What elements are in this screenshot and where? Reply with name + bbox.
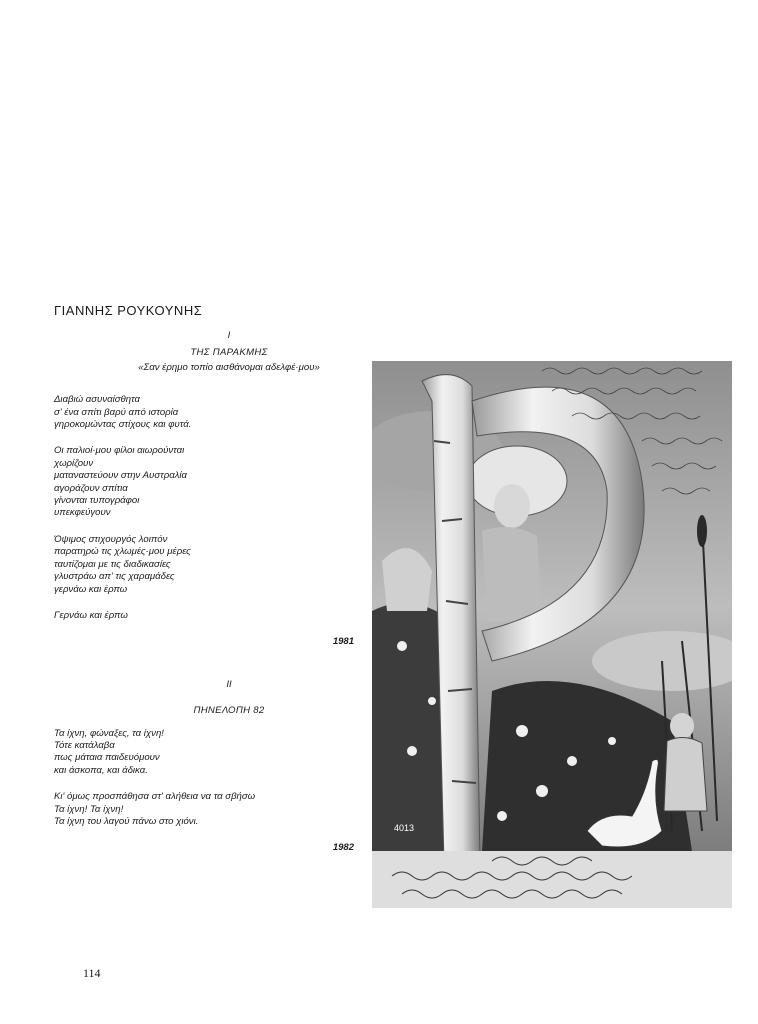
verse-line: χωρίζουν — [54, 457, 94, 469]
poem-1-stanza — [54, 394, 354, 431]
verse-line: ταυτίζομαι με τις διαδικασίες — [54, 558, 171, 570]
verse-line: Όψιμος στιχουργός λοιπόν — [54, 533, 168, 545]
verse-line: Οι παλιοί·μου φίλοι αιωρούνται — [54, 445, 185, 457]
poem-2-numeral: II — [226, 678, 232, 690]
poem-1-stanza — [54, 445, 354, 519]
verse-line: Κι' όμως προσπάθησα στ' αλήθεια να τα σβήσω — [54, 791, 256, 803]
verse-line: Διαβιώ ασυναίσθητα — [54, 394, 140, 406]
verse-line: γερνάω και έρπω — [54, 583, 128, 595]
poem-1-stanza — [54, 610, 354, 622]
verse-line: και άσκοπα, και άδικα. — [54, 764, 148, 776]
poem-1-numeral: I — [227, 330, 231, 341]
vintage-postcard-illustration — [372, 361, 732, 908]
verse-line: Τα ίχνη του λαγού πάνω στο χιόνι. — [54, 815, 199, 827]
verse-line: αγοράζουν σπίτια — [54, 482, 128, 494]
poem-1-epigraph: «Σαν έρημο τοπίο αισθάνομαι αδελφέ·μου» — [138, 361, 320, 373]
poem-2-stanza — [54, 728, 354, 778]
poem-1-stanza — [54, 534, 354, 596]
poem-2-title: ΠΗΝΕΛΟΠΗ 82 — [193, 705, 265, 717]
verse-line: παρατηρώ τις χλωμές·μου μέρες — [54, 546, 191, 558]
verse-line: Τα ίχνη, φώναξες, τα ίχνη! — [54, 727, 164, 739]
verse-line: πως μάταια παιδευόμουν — [54, 752, 160, 764]
postcard-image — [372, 361, 732, 908]
verse-line: γλυστράω απ' τις χαραμάδες — [54, 571, 175, 583]
page-number: 114 — [83, 966, 101, 980]
postcard-number: 4013 — [394, 823, 415, 833]
poem-column — [54, 330, 354, 855]
author-name: ΓΙΑΝΝΗΣ ΡΟΥΚΟΥΝΗΣ — [54, 303, 203, 318]
verse-line: υπεκφεύγουν — [54, 507, 111, 519]
poem-1-title: ΤΗΣ ΠΑΡΑΚΜΗΣ — [190, 347, 268, 359]
verse-line: γηροκομώντας στίχους και φυτά. — [54, 419, 192, 431]
verse-line: Τα ίχνη! Τα ίχνη! — [54, 803, 124, 815]
verse-line: γίνονται τυπογράφοι — [54, 495, 140, 507]
poem-2-stanza — [54, 791, 354, 828]
poem-2-year: 1982 — [332, 842, 354, 854]
verse-line: Τότε κατάλαβα — [54, 739, 115, 751]
verse-line: Γερνάω και έρπω — [54, 609, 128, 621]
verse-line: σ' ένα σπίτι βαρύ από ιστορία — [54, 406, 179, 418]
verse-line: ματαναστεύουν στην Αυστραλία — [54, 470, 188, 482]
poem-1-year: 1981 — [332, 636, 354, 648]
